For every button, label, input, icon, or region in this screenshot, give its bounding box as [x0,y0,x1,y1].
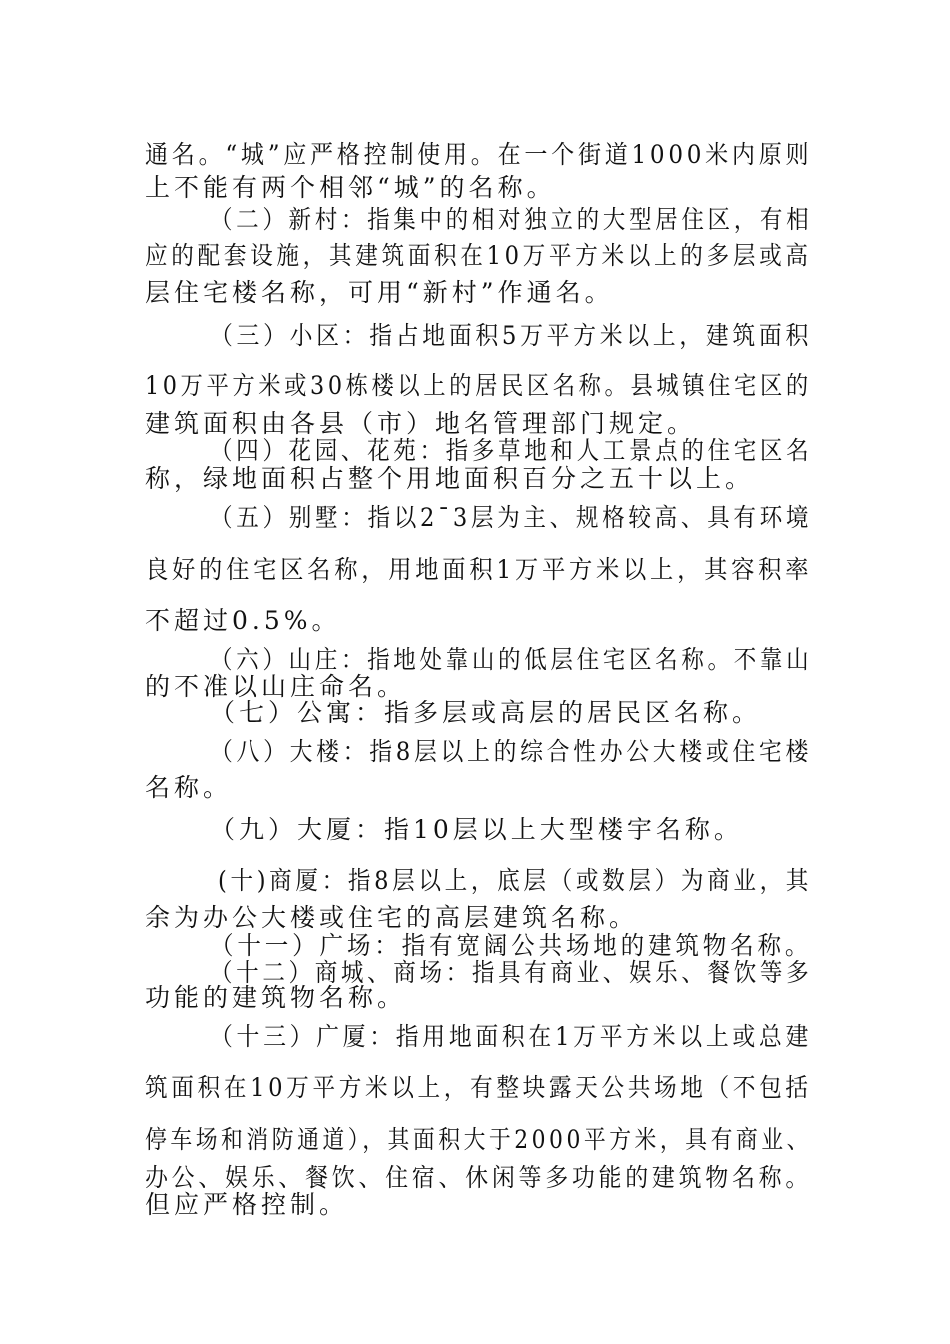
text-line: 良好的住宅区名称，用地面积1万平方米以上，其容积率 [145,555,813,584]
text-line: 停车场和消防通道），其面积大于2000平方米，具有商业、 [145,1125,812,1154]
text-line: （四）花园、花苑：指多草地和人工景点的住宅区名 [210,436,813,465]
text-line: 层住宅楼名称，可用“新村”作通名。 [145,278,614,307]
text-line: 但应严格控制。 [145,1190,349,1219]
text-line: 名称。 [145,773,233,802]
text-line: （七）公寓：指多层或高层的居民区名称。 [210,698,762,727]
text-line: （十二）商城、商场：指具有商业、娱乐、餐饮等多 [210,958,813,987]
text-line: 筑面积在10万平方米以上，有整块露天公共场地（不包括 [145,1073,812,1102]
text-line: 功能的建筑物名称。 [145,983,407,1012]
text-line: 上不能有两个相邻“城”的名称。 [145,173,556,202]
text-line: （三）小区：指占地面积5万平方米以上，建筑面积 [210,321,812,350]
text-line: （十一）广场：指有宽阔公共场地的建筑物名称。 [210,931,813,960]
text-line: 应的配套设施，其建筑面积在10万平方米以上的多层或高 [145,241,812,270]
text-line: （二）新村：指集中的相对独立的大型居住区，有相 [210,205,813,234]
text-line: 通名。“城”应严格控制使用。在一个街道1000米内原则 [145,140,813,169]
text-line: （六）山庄：指地处靠山的低层住宅区名称。不靠山 [210,645,813,674]
text-line: （八）大楼：指8层以上的综合性办公大楼或住宅楼 [210,737,812,766]
text-line: 建筑面积由各县（市）地名管理部门规定。 [145,409,697,438]
text-line: 10万平方米或30栋楼以上的居民区名称。县城镇住宅区的 [145,371,812,400]
text-line: （九）大厦：指10层以上大型楼宇名称。 [210,815,743,844]
text-line: (十)商厦：指8层以上，底层（或数层）为商业，其 [218,866,813,895]
text-line: （十三）广厦：指用地面积在1万平方米以上或总建 [210,1022,812,1051]
text-line: 办公、娱乐、餐饮、住宿、休闲等多功能的建筑物名称。 [145,1163,813,1192]
text-line: 的不准以山庄命名。 [145,672,407,701]
text-line: 不超过0.5%。 [145,606,341,635]
text-line: 余为办公大楼或住宅的高层建筑名称。 [145,903,639,932]
text-line: （五）别墅：指以2¯3层为主、规格较高、具有环境 [210,503,813,532]
text-line: 称，绿地面积占整个用地面积百分之五十以上。 [145,464,755,493]
